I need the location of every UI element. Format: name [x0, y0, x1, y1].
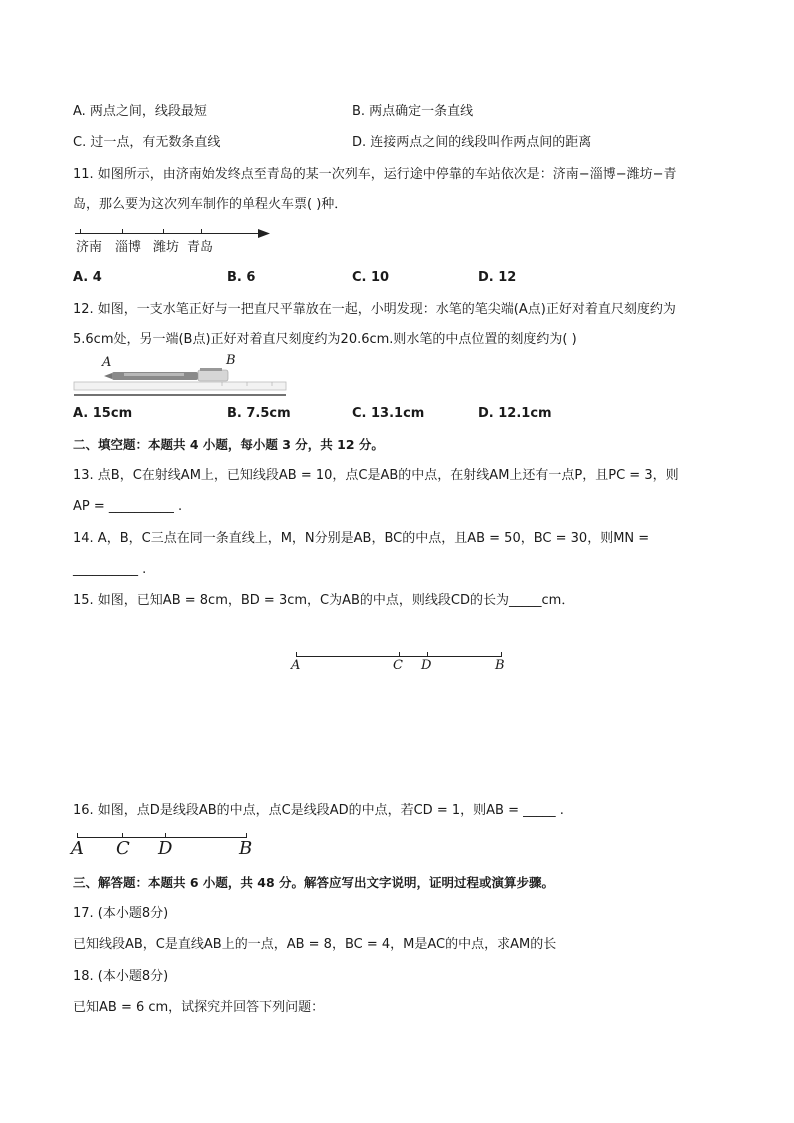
route-line — [75, 233, 261, 234]
route-tick — [163, 229, 164, 234]
q16-text-line1: 16. 如图，点D是线段AB的中点，点C是线段AD的中点，若CD = 1，则AB = _____ . — [73, 803, 564, 818]
point-label-a: A — [71, 838, 84, 859]
point-label-c: C — [116, 838, 130, 859]
q14-text-line1: 14. A，B，C三点在同一条直线上，M，N分别是AB，BC的中点，且AB = 50，BC = 30，则MN = — [73, 531, 650, 546]
q11-option-b: B. 6 — [227, 270, 256, 285]
point-label-c: C — [393, 658, 403, 673]
q12-text-line1: 12. 如图，一支水笔正好与一把直尺平靠放在一起，小明发现：水笔的笔尖端(A点)正好对着直尺刻度约为 — [73, 302, 676, 317]
q12-option-a: A. 15cm — [73, 406, 133, 421]
point-label-b: B — [226, 353, 236, 368]
q10-option-c: C. 过一点，有无数条直线 — [73, 135, 221, 150]
q12-option-c: C. 13.1cm — [352, 406, 425, 421]
section-3-heading: 三、解答题：本题共 6 小题，共 48 分。解答应写出文字说明，证明过程或演算步骤。 — [73, 875, 555, 890]
segment-tick — [427, 652, 428, 657]
point-label-d: D — [158, 838, 173, 859]
segment-tick — [399, 652, 400, 657]
q10-option-b: B. 两点确定一条直线 — [352, 104, 474, 119]
point-label-b: B — [239, 838, 253, 859]
route-tick — [122, 229, 123, 234]
segment-tick — [296, 652, 297, 657]
route-tick — [80, 229, 81, 234]
q11-option-a: A. 4 — [73, 270, 102, 285]
station-label: 淄博 — [115, 240, 142, 255]
q10-option-d: D. 连接两点之间的线段叫作两点间的距离 — [352, 135, 592, 150]
segment-tick — [501, 652, 502, 657]
q18-heading: 18. (本小题8分) — [73, 969, 169, 984]
arrow-head-icon — [258, 229, 270, 238]
q11-option-c: C. 10 — [352, 270, 390, 285]
point-label-a: A — [102, 355, 112, 370]
q12-option-d: D. 12.1cm — [478, 406, 552, 421]
q11-text-line2: 岛，那么要为这次列车制作的单程火车票( )种． — [73, 197, 348, 212]
q10-option-a: A. 两点之间，线段最短 — [73, 104, 207, 119]
q11-text-line1: 11. 如图所示，由济南始发终点至青岛的某一次列车，运行途中停靠的车站依次是：济南−淄博−潍坊−青 — [73, 167, 677, 182]
point-label-d: D — [421, 658, 432, 673]
q18-text: 已知AB = 6 cm，试探究并回答下列问题： — [73, 1000, 325, 1015]
route-tick — [201, 229, 202, 234]
point-label-b: B — [495, 658, 505, 673]
q17-text: 已知线段AB，C是直线AB上的一点，AB = 8，BC = 4，M是AC的中点，求AM的长 — [73, 937, 557, 952]
q12-text-line2: 5.6cm处，另一端(B点)正好对着直尺刻度约为20.6cm.则水笔的中点位置的刻度约为( ) — [73, 332, 577, 347]
q14-text-line2: __________ . — [73, 562, 147, 577]
station-label: 济南 — [76, 240, 103, 255]
q13-text-line2: AP = __________ . — [73, 499, 183, 514]
q13-text-line1: 13. 点B，C在射线AM上，已知线段AB = 10，点C是AB的中点，在射线AM上还有一点P，且PC = 3，则 — [73, 468, 679, 483]
q15-text-line1: 15. 如图，已知AB = 8cm，BD = 3cm，C为AB的中点，则线段CD的长为_____cm． — [73, 593, 575, 608]
pen-ruler-image — [72, 364, 288, 398]
station-label: 青岛 — [187, 240, 214, 255]
point-label-a: A — [291, 658, 301, 673]
section-2-heading: 二、填空题：本题共 4 小题，每小题 3 分，共 12 分。 — [73, 437, 384, 452]
q12-option-b: B. 7.5cm — [227, 406, 291, 421]
station-label: 潍坊 — [153, 240, 180, 255]
q17-heading: 17. (本小题8分) — [73, 906, 169, 921]
q11-option-d: D. 12 — [478, 270, 517, 285]
